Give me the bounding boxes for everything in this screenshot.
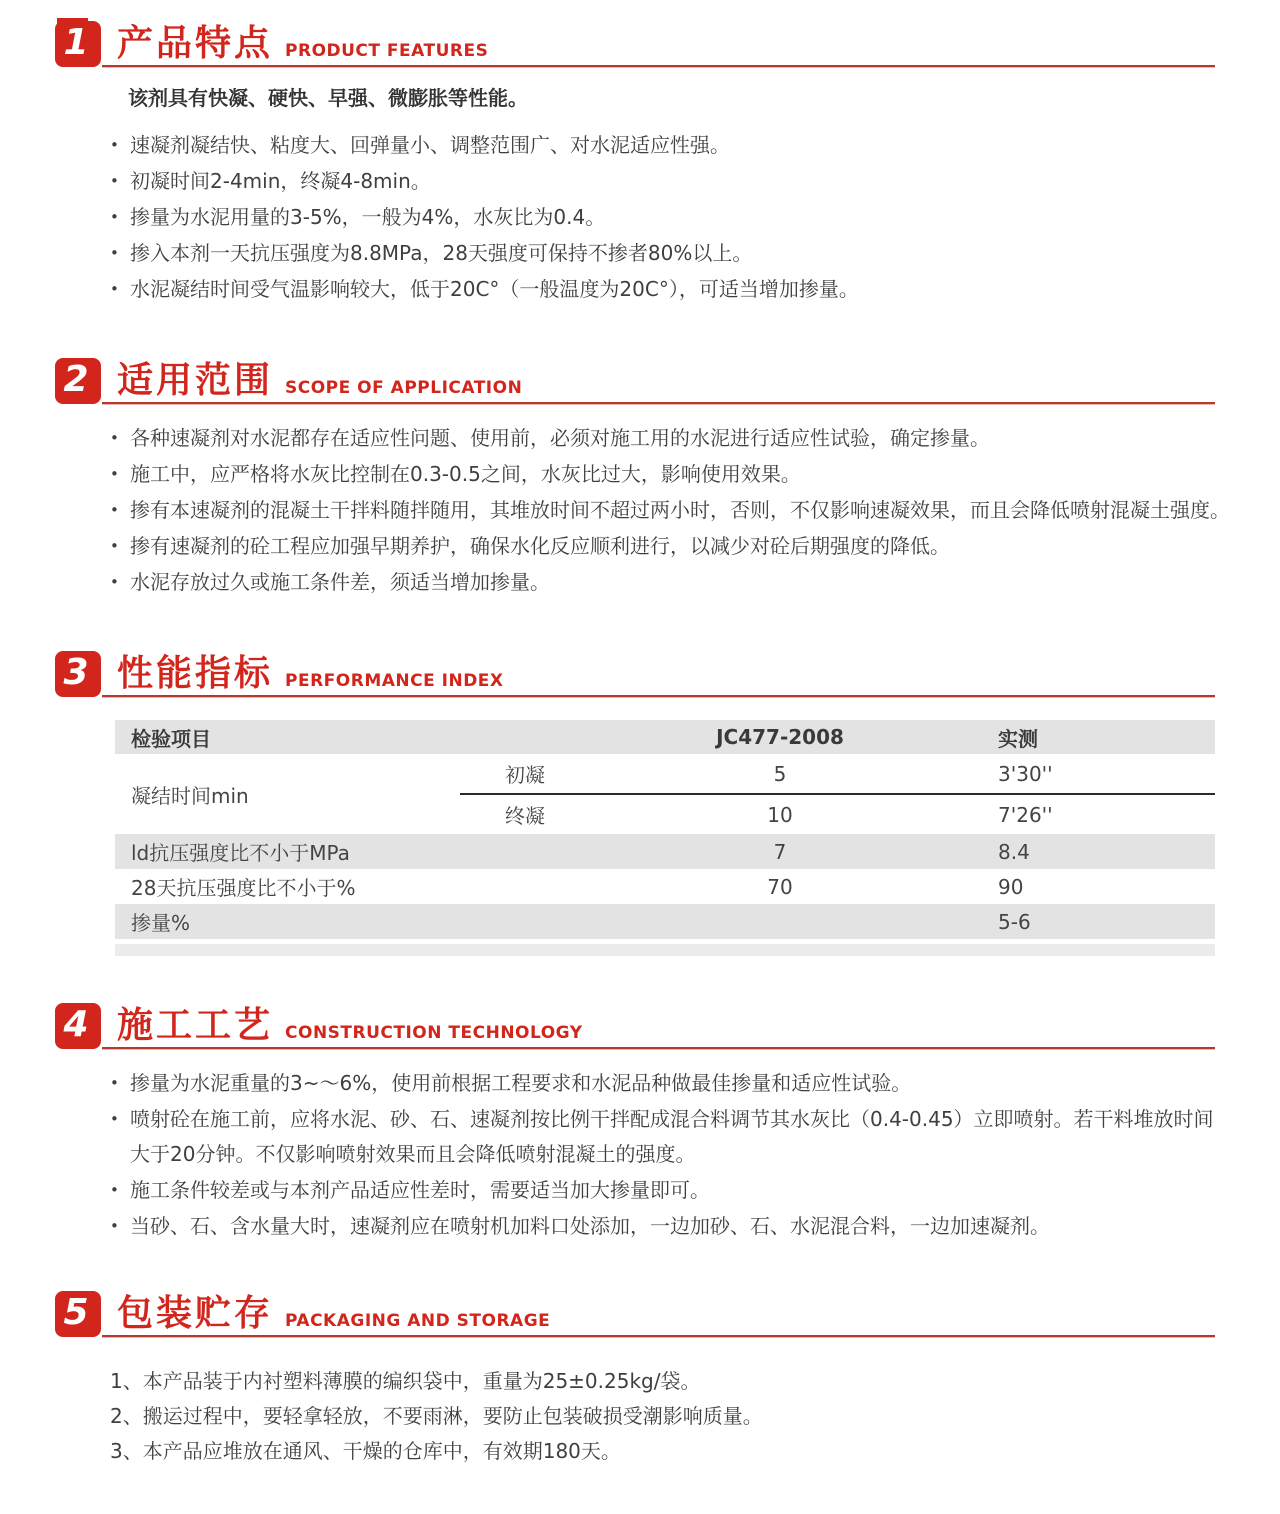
bullet-text: 速凝剂凝结快、粘度大、回弹量小、调整范围广、对水泥适应性强。 <box>130 133 730 157</box>
section-title-en: PRODUCT FEATURES <box>285 41 489 61</box>
section-header <box>55 1000 1280 1050</box>
section-number-badge <box>55 21 101 67</box>
cell-spacer <box>460 904 590 939</box>
list-item <box>110 200 1232 235</box>
bullet-text: 施工条件较差或与本剂产品适应性差时，需要适当加大掺量即可。 <box>130 1178 710 1202</box>
bullet-text: 掺有速凝剂的砼工程应加强早期养护，确保水化反应顺利进行，以减少对砼后期强度的降低。 <box>130 534 950 558</box>
section-number: 5 <box>63 1292 89 1333</box>
list-item <box>110 128 1232 163</box>
bullet-text: 喷射砼在施工前，应将水泥、砂、石、速凝剂按比例干拌配成混合料调节其水灰比（0.4-0.45）立即喷射。若干料堆放时间大于20分钟。不仅影响喷射效果而且会降低喷射混凝土的强度。 <box>130 1107 1214 1166</box>
list-item <box>110 236 1232 271</box>
list-item <box>110 164 1232 199</box>
table-header-row <box>115 720 1215 754</box>
cell-measured: 3'30'' <box>970 754 1215 794</box>
bullet-icon: • <box>110 465 119 483</box>
col-header-standard: JC477-2008 <box>590 720 970 754</box>
numbered-item: 2、搬运过程中，要轻拿轻放，不要雨淋，要防止包装破损受潮影响质量。 <box>110 1404 763 1428</box>
list-item <box>110 421 1232 456</box>
bullet-list <box>110 128 1232 307</box>
cell-spacer <box>460 869 590 904</box>
section-title-en: PACKAGING AND STORAGE <box>285 1311 551 1331</box>
bullet-text: 掺量为水泥重量的3~～6%，使用前根据工程要求和水泥品种做最佳掺量和适应性试验。 <box>130 1071 912 1095</box>
bullet-text: 水泥存放过久或施工条件差，须适当增加掺量。 <box>130 570 550 594</box>
section-title-cn: 适用范围 <box>117 360 274 401</box>
cell-measured: 90 <box>970 869 1215 904</box>
bullet-icon: • <box>110 501 119 519</box>
section-number-badge <box>55 651 101 697</box>
bullet-icon: • <box>110 1181 119 1199</box>
table-row-dosage <box>115 904 1215 939</box>
bullet-icon: • <box>110 280 119 298</box>
bullet-text: 施工中，应严格将水灰比控制在0.3-0.5之间，水灰比过大，影响使用效果。 <box>130 462 801 486</box>
section-header <box>55 648 1280 698</box>
bullet-text: 水泥凝结时间受气温影响较大，低于20C°（一般温度为20C°），可适当增加掺量。 <box>130 277 859 301</box>
cell-sub-name: 初凝 <box>460 754 590 794</box>
bullet-text: 掺入本剂一天抗压强度为8.8MPa，28天强度可保持不掺者80%以上。 <box>130 241 753 265</box>
section-header <box>55 1288 1280 1338</box>
cell-label: 28天抗压强度比不小于% <box>115 869 460 904</box>
section-number: 3 <box>63 652 89 693</box>
numbered-item: 1、本产品装于内衬塑料薄膜的编织袋中，重量为25±0.25kg/袋。 <box>110 1369 701 1393</box>
section-title-cn: 产品特点 <box>117 23 274 64</box>
section-number: 2 <box>63 359 89 400</box>
section-title-en: PERFORMANCE INDEX <box>285 671 504 691</box>
cell-measured: 8.4 <box>970 834 1215 869</box>
cell-label: ld抗压强度比不小于MPa <box>115 834 460 869</box>
table-row-28d-strength <box>115 869 1215 904</box>
list-item <box>110 1102 1232 1172</box>
bullet-text: 初凝时间2-4min，终凝4-8min。 <box>130 169 431 193</box>
section-number-badge <box>55 358 101 404</box>
header-underline <box>102 1047 1215 1049</box>
bullet-text: 掺量为水泥用量的3-5%，一般为4%，水灰比为0.4。 <box>130 205 606 229</box>
col-header-item: 检验项目 <box>115 720 460 754</box>
table-row-setting-initial <box>115 754 1215 794</box>
section-scope-of-application <box>0 355 1280 600</box>
list-item <box>110 1173 1232 1208</box>
bullet-icon: • <box>110 537 119 555</box>
section-title-cn: 性能指标 <box>117 653 274 694</box>
cell-setting-label: 凝结时间min <box>115 754 460 834</box>
table-footer-strip <box>115 944 1215 956</box>
cell-spacer <box>460 834 590 869</box>
col-header-spacer <box>460 720 590 754</box>
section-number: 1 <box>63 22 89 63</box>
bullet-text: 当砂、石、含水量大时，速凝剂应在喷射机加料口处添加，一边加砂、石、水泥混合料，一边加速凝剂。 <box>130 1214 1050 1238</box>
bullet-text: 各种速凝剂对水泥都存在适应性问题、使用前，必须对施工用的水泥进行适应性试验，确定掺量。 <box>130 426 990 450</box>
bullet-icon: • <box>110 1074 119 1092</box>
list-item <box>110 457 1232 492</box>
performance-table <box>115 720 1215 956</box>
section-number: 4 <box>63 1004 89 1045</box>
cell-standard: 10 <box>590 794 970 834</box>
list-item <box>110 565 1232 600</box>
cell-measured: 7'26'' <box>970 794 1215 834</box>
section-intro: 该剂具有快凝、硬快、早强、微膨胀等性能。 <box>128 86 528 110</box>
section-title-cn: 包装贮存 <box>117 1293 274 1334</box>
table-row-1d-strength <box>115 834 1215 869</box>
list-item <box>110 493 1232 528</box>
bullet-text: 掺有本速凝剂的混凝土干拌料随拌随用，其堆放时间不超过两小时，否则，不仅影响速凝效果，而且会降低喷射混凝土强度。 <box>130 498 1230 522</box>
section-title-cn: 施工工艺 <box>117 1005 274 1046</box>
bullet-icon: • <box>110 429 119 447</box>
bullet-list <box>110 421 1232 600</box>
cell-sub-name: 终凝 <box>460 794 590 834</box>
numbered-item: 3、本产品应堆放在通风、干燥的仓库中，有效期180天。 <box>110 1439 621 1463</box>
section-performance-index <box>0 648 1280 956</box>
bullet-icon: • <box>110 1110 119 1128</box>
bullet-icon: • <box>110 244 119 262</box>
cell-standard: 5 <box>590 754 970 794</box>
section-packaging-and-storage <box>0 1288 1280 1469</box>
section-title-en: SCOPE OF APPLICATION <box>285 378 523 398</box>
header-underline <box>102 65 1215 67</box>
cell-measured: 5-6 <box>970 904 1215 939</box>
list-item <box>110 1066 1232 1101</box>
bullet-icon: • <box>110 208 119 226</box>
cell-standard: 70 <box>590 869 970 904</box>
product-datasheet-page <box>0 18 1280 1514</box>
header-underline <box>102 402 1215 404</box>
header-underline <box>102 1335 1215 1337</box>
section-header <box>55 355 1280 405</box>
bullet-list <box>110 1066 1232 1244</box>
section-product-features <box>0 18 1280 307</box>
section-header <box>55 18 1280 68</box>
section-construction-technology <box>0 1000 1280 1244</box>
bullet-icon: • <box>110 1217 119 1235</box>
list-item <box>110 272 1232 307</box>
section-number-badge <box>55 1291 101 1337</box>
bullet-icon: • <box>110 172 119 190</box>
cell-label: 掺量% <box>115 904 460 939</box>
col-header-measured: 实测 <box>970 720 1215 754</box>
header-underline <box>102 695 1215 697</box>
cell-standard <box>590 904 970 939</box>
bullet-icon: • <box>110 136 119 154</box>
section-number-badge <box>55 1003 101 1049</box>
list-item <box>110 1209 1232 1244</box>
section-title-en: CONSTRUCTION TECHNOLOGY <box>285 1023 583 1043</box>
bullet-icon: • <box>110 573 119 591</box>
numbered-list <box>110 1364 1232 1469</box>
list-item <box>110 529 1232 564</box>
cell-standard: 7 <box>590 834 970 869</box>
